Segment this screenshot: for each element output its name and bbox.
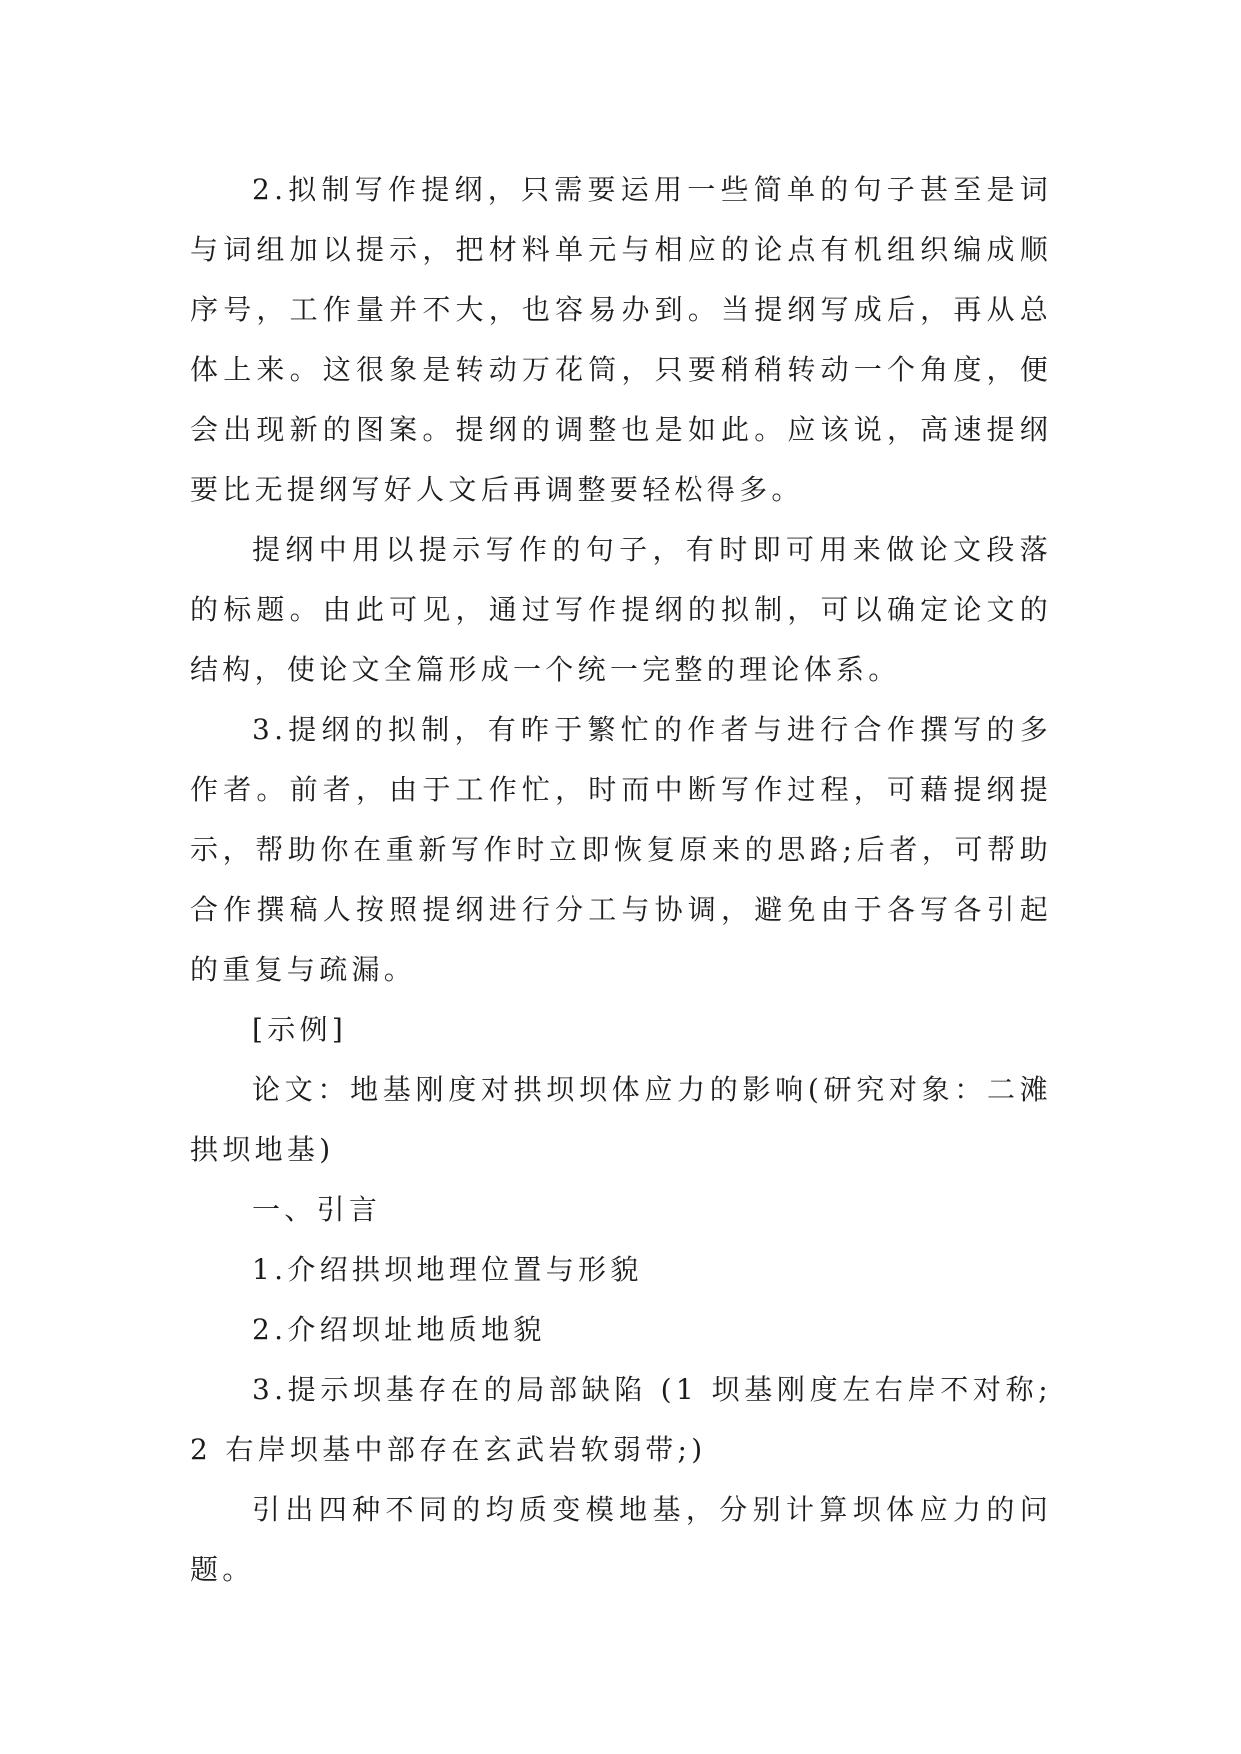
document-body [190,160,1052,1600]
example-label: [示例] [252,1013,348,1046]
outline-conclusion: 引出四种不同的均质变模地基，分别计算坝体应力的问题。 [190,1493,1052,1586]
section-heading-introduction: 一、引言 [252,1193,382,1226]
paragraph-outline-benefits: 3.提纲的拟制，有昨于繁忙的作者与进行合作撰写的多作者。前者，由于工作忙，时而中断写作过程，可藉提纲提示，帮助你在重新写作时立即恢复原来的思路;后者，可帮助合作撰稿人按照提纲进行分工与协调，避免由于各写各引起的重复与疏漏。 [190,713,1052,986]
outline-item-3: 3.提示坝基存在的局部缺陷 (1 坝基刚度左右岸不对称;2 右岸坝基中部存在玄武岩软弱带;) [190,1373,1052,1466]
paragraph-outline-drafting: 2.拟制写作提纲，只需要运用一些简单的句子甚至是词与词组加以提示，把材料单元与相应的论点有机组织编成顺序号，工作量并不大，也容易办到。当提纲写成后，再从总体上来。这很象是转动万花筒，只要稍稍转动一个角度，便会出现新的图案。提纲的调整也是如此。应该说，高速提纲要比无提纲写好人文后再调整要轻松得多。 [190,173,1052,506]
paragraph-outline-headings: 提纲中用以提示写作的句子，有时即可用来做论文段落的标题。由此可见，通过写作提纲的拟制，可以确定论文的结构，使论文全篇形成一个统一完整的理论体系。 [190,533,1052,686]
outline-item-1: 1.介绍拱坝地理位置与形貌 [252,1253,643,1286]
example-paper-title: 论文：地基刚度对拱坝坝体应力的影响(研究对象：二滩拱坝地基) [190,1073,1052,1166]
outline-item-2: 2.介绍坝址地质地貌 [252,1313,546,1346]
